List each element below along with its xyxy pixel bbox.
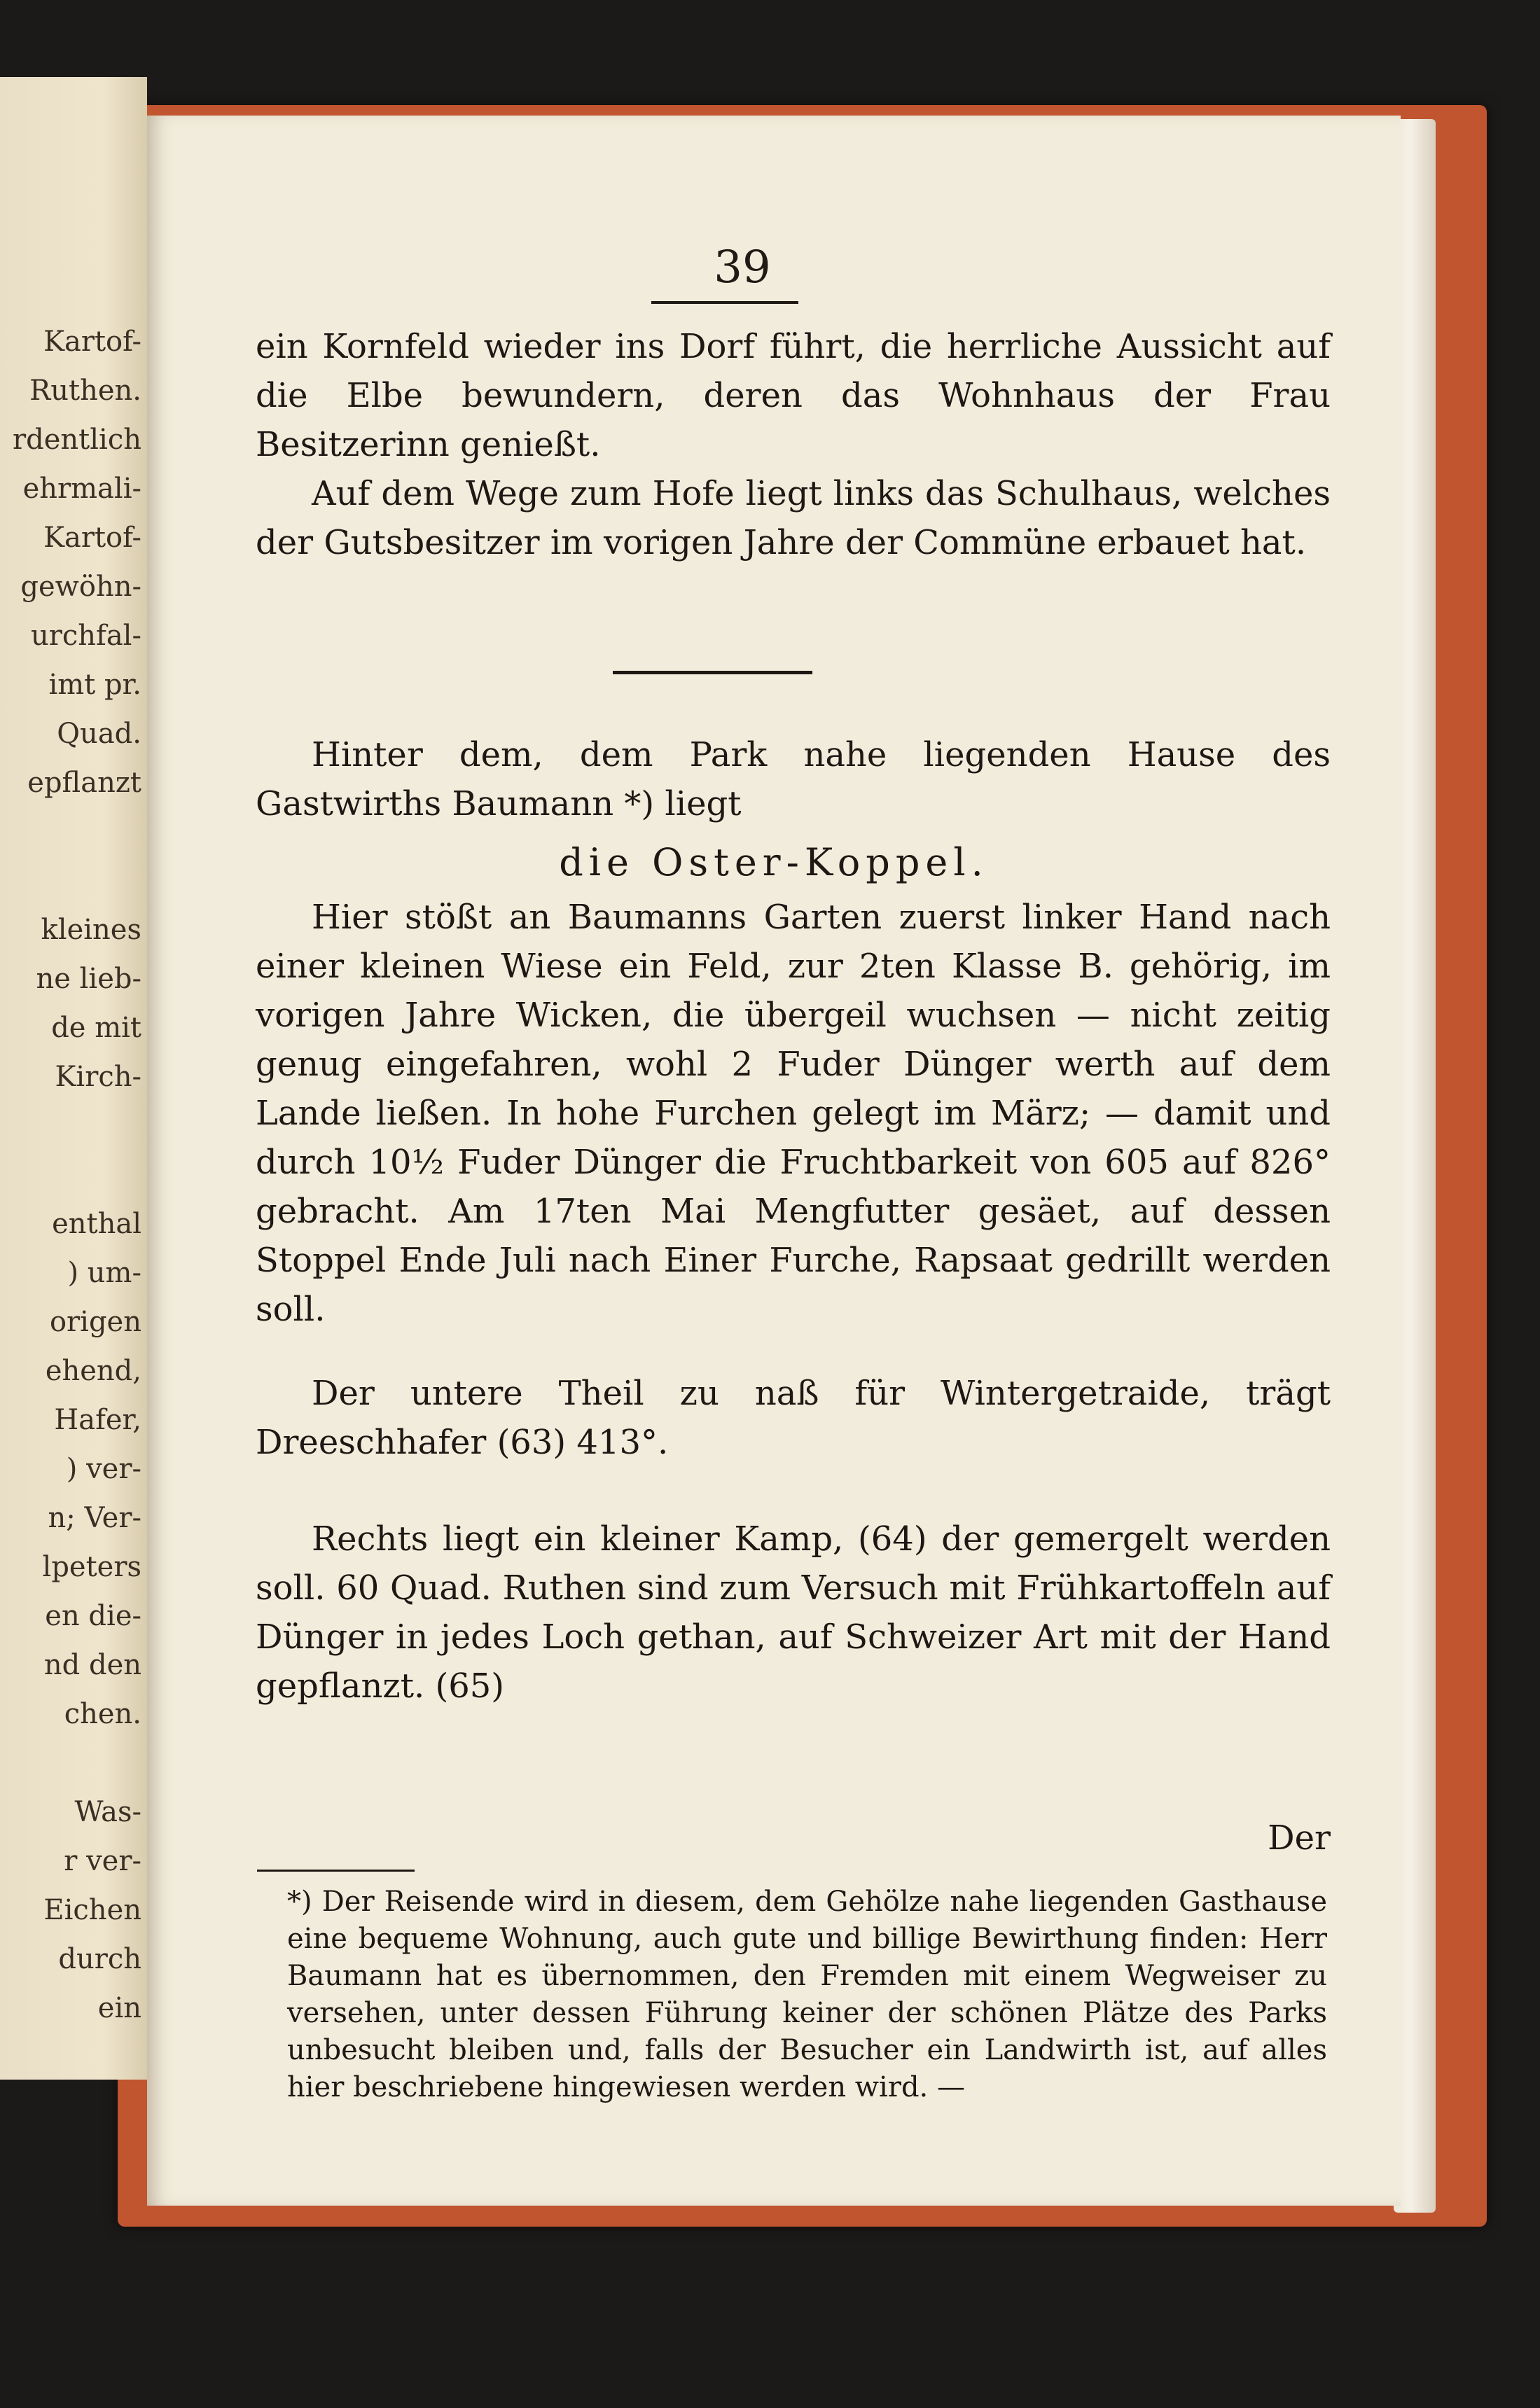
left-page-line: origen xyxy=(49,1306,141,1338)
section-rule xyxy=(613,671,812,674)
footnote-rule xyxy=(257,1870,415,1872)
page-number: 39 xyxy=(714,242,771,293)
left-page-line: durch xyxy=(58,1943,141,1975)
left-page-line: ehrmali- xyxy=(22,473,141,505)
left-page-line: n; Ver- xyxy=(48,1502,141,1534)
paragraph-1: ein Kornfeld wieder ins Dorf führt, die herrliche Aussicht auf die Elbe bewundern, deren das Wohnhaus der Frau Besitzerinn genießt. xyxy=(256,327,1331,464)
left-page-line: r ver- xyxy=(64,1845,141,1877)
paragraph-5: Der untere Theil zu naß für Wintergetraide, trägt Dreeschhafer (63) 413°. xyxy=(256,1374,1331,1462)
left-page-line: Kartof- xyxy=(43,522,141,554)
left-page-line: Hafer, xyxy=(54,1404,141,1436)
left-page-line: gewöhn- xyxy=(20,571,141,603)
footnote: *) Der Reisende wird in diesem, dem Gehölze nahe liegenden Gasthause eine bequeme Wohnung, auch gute und billige Bewirthung finden: Herr Baumann hat es übernommen, den Fremden mit einem Wegweiser zu versehen, unter dessen Führung keiner der schönen Plätze des Parks unbesucht bleiben und, falls der Besucher ein Landwirth ist, auf alles hier beschriebene hingewiesen werden wird. — xyxy=(287,1886,1327,2103)
left-page-line: urchfal- xyxy=(30,620,141,652)
left-page-line: Eichen xyxy=(43,1894,141,1926)
left-page-line: Kirch- xyxy=(55,1061,141,1093)
left-page-line: Quad. xyxy=(57,718,141,750)
paragraph-3: Hinter dem, dem Park nahe liegenden Hause des Gastwirths Baumann *) liegt xyxy=(256,735,1331,823)
left-page-line: de mit xyxy=(51,1012,141,1044)
left-page-line: ein xyxy=(97,1992,141,2024)
section-heading: die Oster-Koppel. xyxy=(559,840,989,884)
left-page-line: enthal xyxy=(52,1208,141,1240)
paragraph-6: Rechts liegt ein kleiner Kamp, (64) der gemergelt werden soll. 60 Quad. Ruthen sind zum Versuch mit Frühkartoffeln auf Dünger in jedes Loch gethan, auf Schweizer Art mit der Hand gepflanzt. (65) xyxy=(256,1519,1331,1706)
left-page-line: Was- xyxy=(74,1796,141,1828)
left-page-line: imt pr. xyxy=(48,669,141,701)
left-page-line: Ruthen. xyxy=(29,375,141,407)
left-page xyxy=(0,77,147,2080)
left-page-line: ne lieb- xyxy=(36,963,141,995)
page-number-rule xyxy=(651,301,798,304)
left-page-line: ehend, xyxy=(45,1355,141,1387)
left-page-line: ) ver- xyxy=(66,1453,141,1485)
left-page-line: Kartof- xyxy=(43,326,141,358)
catchword: Der xyxy=(1268,1818,1331,1858)
left-page-line: epflanzt xyxy=(27,767,141,799)
left-page-line: ) um- xyxy=(67,1257,141,1289)
left-page-line: rdentlich xyxy=(13,424,141,456)
left-page-line: chen. xyxy=(64,1698,141,1730)
right-page xyxy=(147,116,1401,2206)
left-page-line: en die- xyxy=(45,1600,141,1632)
left-page-line: nd den xyxy=(43,1649,141,1681)
left-page-line: kleines xyxy=(41,914,141,946)
paragraph-4: Hier stößt an Baumanns Garten zuerst linker Hand nach einer kleinen Wiese ein Feld, zur 2ten Klasse B. gehörig, im vorigen Jahre Wicken, die übergeil wuchsen — nicht zeitig genug eingefahren, wohl 2 Fuder Dünger werth auf dem Lande ließen. In hohe Furchen gelegt im März; — damit und durch 10½ Fuder Dünger die Fruchtbarkeit von 605 auf 826° gebracht. Am 17ten Mai Mengfutter gesäet, auf dessen Stoppel Ende Juli nach Einer Furche, Rapsaat gedrillt werden soll. xyxy=(256,898,1331,1329)
paragraph-2: Auf dem Wege zum Hofe liegt links das Schulhaus, welches der Gutsbesitzer im vorigen Jahre der Commüne erbauet hat. xyxy=(256,474,1331,562)
left-page-line: lpeters xyxy=(42,1551,141,1583)
